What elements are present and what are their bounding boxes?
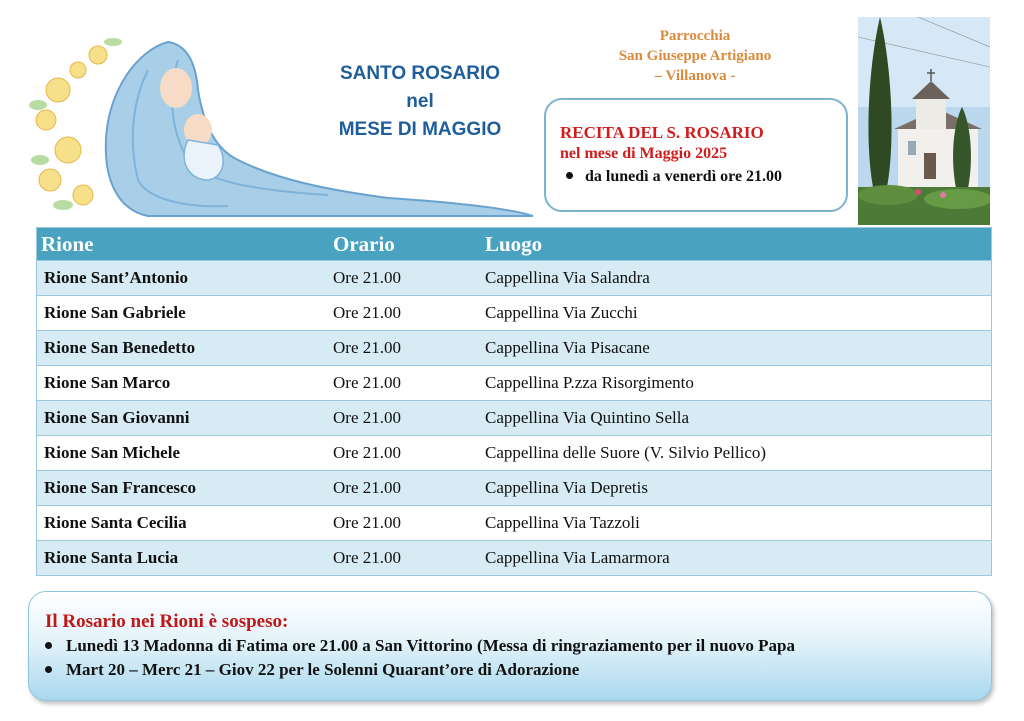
parish-line-2: San Giuseppe Artigiano: [618, 48, 772, 64]
cell-rione: Rione Sant’Antonio: [44, 268, 189, 287]
cell-luogo: Cappellina Via Depretis: [485, 478, 648, 497]
cell-orario: Ore 21.00: [333, 303, 401, 322]
cell-rione: Rione San Marco: [44, 373, 171, 392]
cell-luogo: Cappellina Via Zucchi: [485, 303, 638, 322]
recita-subtitle: nel mese di Maggio 2025: [560, 145, 728, 162]
cell-luogo: Cappellina Via Tazzoli: [485, 513, 640, 532]
bullet-icon: [45, 666, 52, 673]
notice-item: [45, 658, 991, 682]
cell-rione: Rione San Michele: [44, 443, 180, 462]
cell-orario: Ore 21.00: [333, 513, 401, 532]
parish-line-1: Parrocchia: [659, 28, 731, 44]
title-line-3: MESE DI MAGGIO: [338, 119, 502, 140]
cell-orario: Ore 21.00: [333, 373, 401, 392]
title-line-1: SANTO ROSARIO: [339, 63, 501, 84]
notice-item-text: Mart 20 – Merc 21 – Giov 22 per le Solenni Quarant’ore di Adorazione: [66, 660, 580, 679]
recita-title: RECITA DEL S. ROSARIO: [560, 123, 764, 142]
cell-luogo: Cappellina P.zza Risorgimento: [485, 373, 694, 392]
table-row: [37, 295, 991, 330]
parish-line-3: – Villanova -: [654, 68, 736, 84]
table-row: [37, 540, 991, 575]
cell-orario: Ore 21.00: [333, 443, 401, 462]
cell-rione: Rione San Benedetto: [44, 338, 196, 357]
recita-schedule-text: da lunedì a venerdì ore 21.00: [585, 168, 783, 185]
table-row: [37, 260, 991, 295]
cell-luogo: Cappellina Via Salandra: [485, 268, 650, 287]
table-row: [37, 330, 991, 365]
table-row: [37, 400, 991, 435]
cell-rione: Rione Santa Lucia: [44, 548, 179, 567]
suspension-notice: [28, 591, 992, 701]
cell-rione: Rione San Gabriele: [44, 303, 186, 322]
cell-luogo: Cappellina Via Quintino Sella: [485, 408, 690, 427]
cell-rione: Rione San Giovanni: [44, 408, 190, 427]
table-header: [37, 228, 991, 260]
cell-orario: Ore 21.00: [333, 268, 401, 287]
cell-orario: Ore 21.00: [333, 408, 401, 427]
recita-schedule: [560, 166, 832, 188]
schedule-table: [36, 227, 992, 576]
church-photo-icon: [858, 17, 990, 225]
table-row: [37, 435, 991, 470]
cell-luogo: Cappellina delle Suore (V. Silvio Pellico): [485, 443, 767, 462]
table-row: [37, 365, 991, 400]
cell-rione: Rione San Francesco: [44, 478, 197, 497]
table-row: [37, 470, 991, 505]
notice-item: [45, 634, 991, 658]
cell-luogo: Cappellina Via Lamarmora: [485, 548, 670, 567]
bullet-icon: [566, 172, 573, 179]
column-header-orario: Orario: [333, 231, 395, 256]
column-header-luogo: Luogo: [485, 231, 543, 256]
cell-orario: Ore 21.00: [333, 548, 401, 567]
notice-title: Il Rosario nei Rioni è sospeso:: [45, 611, 289, 632]
table-row: [37, 505, 991, 540]
notice-item-text: Lunedì 13 Madonna di Fatima ore 21.00 a San Vittorino (Messa di ringraziamento per il nuovo Papa: [66, 636, 795, 655]
title-line-2: nel: [406, 91, 434, 112]
parish-name: [590, 26, 800, 86]
column-header-rione: Rione: [41, 231, 94, 256]
bullet-icon: [45, 642, 52, 649]
recita-info-box: [544, 98, 848, 212]
cell-rione: Rione Santa Cecilia: [44, 513, 187, 532]
cell-orario: Ore 21.00: [333, 478, 401, 497]
cell-orario: Ore 21.00: [333, 338, 401, 357]
event-title: [300, 60, 540, 144]
cell-luogo: Cappellina Via Pisacane: [485, 338, 650, 357]
